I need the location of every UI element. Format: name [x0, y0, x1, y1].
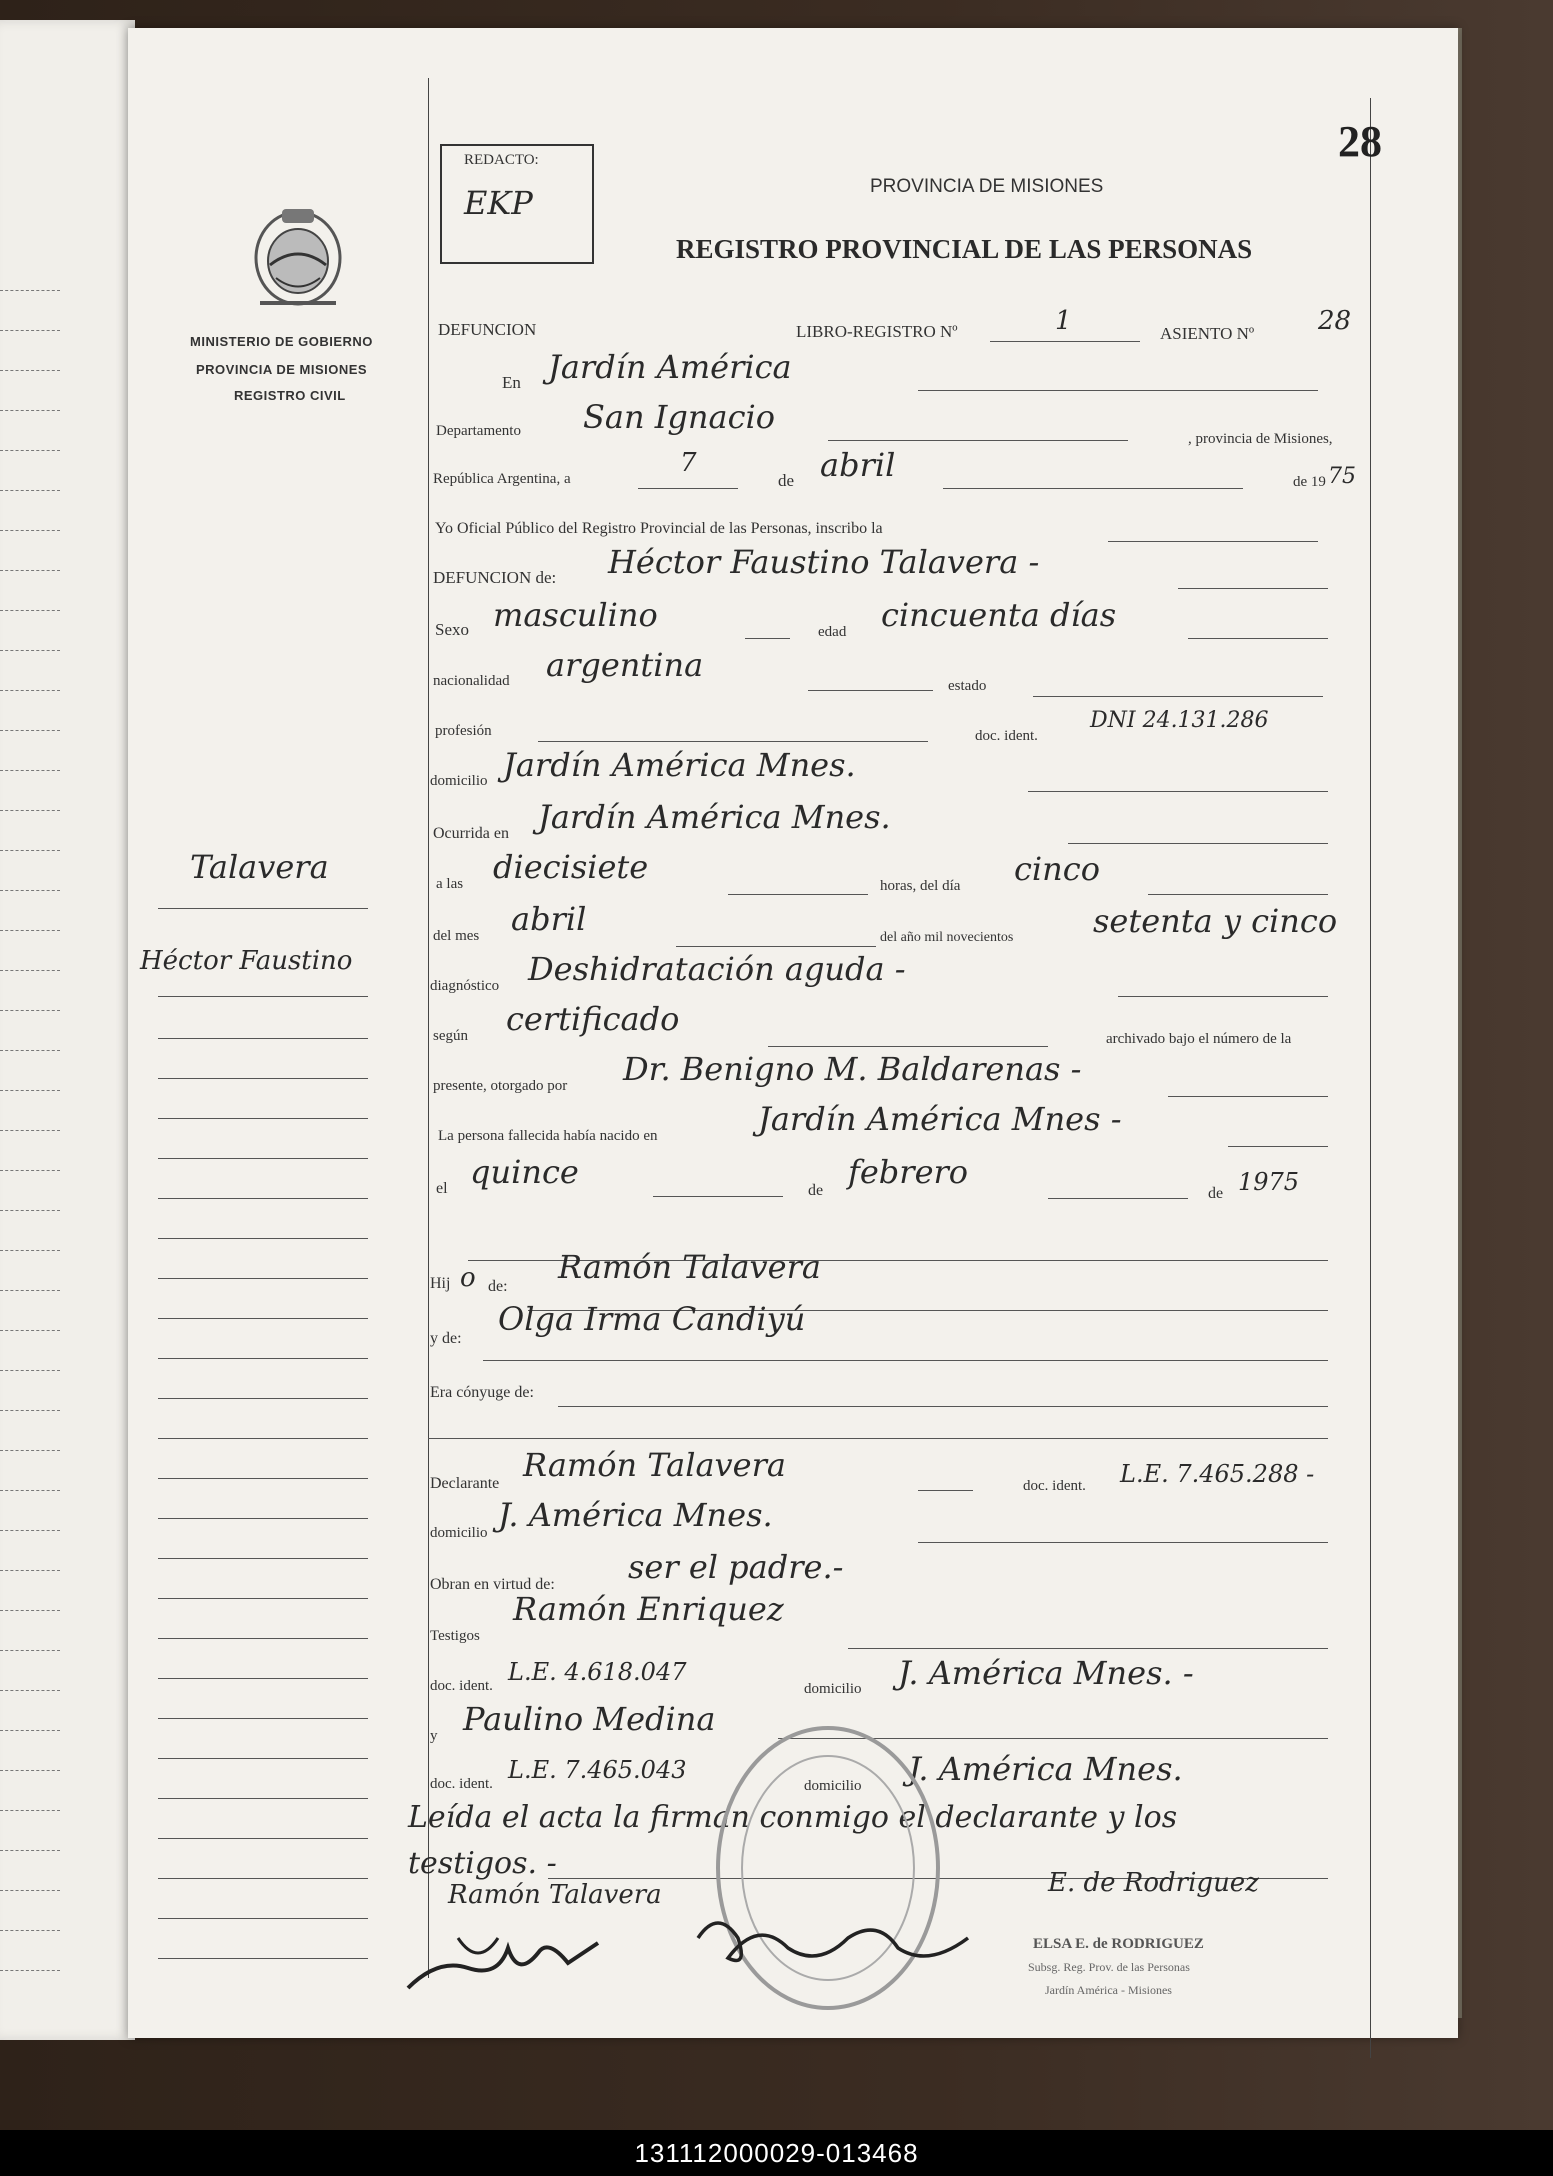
testigos-label: Testigos	[430, 1628, 480, 1644]
form-type: DEFUNCION	[438, 320, 537, 339]
official-title: Subsg. Reg. Prov. de las Personas	[1028, 1960, 1190, 1974]
nac-de-label: de	[808, 1182, 824, 1199]
madre-value: Olga Irma Candiyú	[498, 1300, 806, 1338]
diagnostico-value: Deshidratación aguda -	[528, 950, 906, 988]
t2-dom-value: J. América Mnes.	[908, 1750, 1183, 1788]
provincia-suffix: , provincia de Misiones,	[1188, 431, 1333, 447]
t1-doc-label: doc. ident.	[430, 1678, 493, 1694]
t2-doc-label: doc. ident.	[430, 1776, 493, 1792]
header-registry: REGISTRO PROVINCIAL DE LAS PERSONAS	[676, 234, 1253, 264]
asiento-value: 28	[1318, 306, 1352, 336]
hijo-de-label: de:	[488, 1278, 508, 1295]
footer-id: 131112000029-013468	[634, 2138, 919, 2168]
hora-value: diecisiete	[493, 848, 649, 886]
ocurrida-label: Ocurrida en	[433, 825, 509, 842]
profesion-label: profesión	[435, 723, 492, 739]
libro-label: LIBRO-REGISTRO Nº	[796, 322, 958, 341]
nac-de2-label: de	[1208, 1185, 1224, 1202]
ministry-line3: REGISTRO CIVIL	[234, 388, 346, 403]
left-facing-page	[0, 20, 135, 2040]
declarante-dom-value: J. América Mnes.	[498, 1496, 773, 1534]
defuncion-de-label: DEFUNCION de:	[433, 568, 557, 587]
y-label: y	[430, 1728, 438, 1744]
obran-value: ser el padre.-	[628, 1548, 844, 1586]
coat-of-arms-emblem	[246, 203, 350, 323]
t1-doc-value: L.E. 4.618.047	[508, 1658, 687, 1686]
horas-label: horas, del día	[880, 878, 961, 894]
en-value: Jardín América	[548, 348, 792, 386]
del-mes-value: abril	[511, 900, 587, 938]
testigo1-value: Ramón Enriquez	[513, 1590, 784, 1628]
redacto-initials: EKP	[464, 184, 533, 222]
oficial-text: Yo Oficial Público del Registro Provincial de las Personas, inscribo la	[435, 520, 883, 537]
nacionalidad-label: nacionalidad	[433, 673, 510, 689]
ocurrida-value: Jardín América Mnes.	[538, 798, 891, 836]
declarante-label: Declarante	[430, 1475, 500, 1492]
declarante-signature-name: Ramón Talavera	[448, 1880, 662, 1910]
left-border-line	[428, 78, 429, 1978]
register-page	[128, 28, 1458, 2038]
segun-label: según	[433, 1028, 468, 1044]
sexo-value: masculino	[493, 596, 658, 634]
deceased-name: Héctor Faustino Talavera -	[608, 543, 1040, 581]
t2-doc-value: L.E. 7.465.043	[508, 1756, 687, 1784]
del-mes-label: del mes	[433, 928, 480, 944]
testigo2-value: Paulino Medina	[463, 1700, 716, 1738]
dia-defuncion-value: cinco	[1014, 850, 1100, 888]
departamento-label: Departamento	[436, 423, 521, 439]
nacido-value: Jardín América Mnes -	[758, 1100, 1122, 1138]
y-de-label: y de:	[430, 1330, 462, 1347]
closing-line1: Leída el acta la firman conmigo el declarante y los	[408, 1800, 1178, 1835]
presente-value: Dr. Benigno M. Baldarenas -	[623, 1050, 1082, 1088]
official-signature: E. de Rodriguez	[1048, 1868, 1259, 1898]
declarante-doc-label: doc. ident.	[1023, 1478, 1086, 1494]
official-place: Jardín América - Misiones	[1045, 1983, 1172, 1997]
padre-value: Ramón Talavera	[558, 1248, 821, 1286]
el-label: el	[436, 1180, 448, 1197]
t1-dom-label: domicilio	[804, 1681, 862, 1697]
redacto-box	[440, 144, 594, 264]
departamento-value: San Ignacio	[583, 398, 776, 436]
nacionalidad-value: argentina	[546, 646, 704, 684]
nacido-label: La persona fallecida había nacido en	[438, 1128, 658, 1144]
domicilio-value: Jardín América Mnes.	[503, 746, 856, 784]
diagnostico-label: diagnóstico	[430, 978, 500, 994]
archivado-label: archivado bajo el número de la	[1106, 1031, 1292, 1047]
conyuge-label: Era cónyuge de:	[430, 1384, 534, 1401]
header-province: PROVINCIA DE MISIONES	[870, 176, 1104, 197]
estado-label: estado	[948, 678, 987, 694]
right-border-line	[1370, 98, 1371, 2058]
declarante-dom-label: domicilio	[430, 1525, 488, 1541]
margin-surname: Talavera	[190, 848, 329, 886]
republica-label: República Argentina, a	[433, 471, 571, 487]
hijo-suffix: o	[460, 1263, 476, 1293]
redacto-label: REDACTO:	[464, 152, 539, 168]
witness-signature	[688, 1898, 978, 1988]
ministry-line2: PROVINCIA DE MISIONES	[196, 362, 368, 377]
page-number: 28	[1338, 117, 1382, 166]
a-las-label: a las	[436, 876, 464, 892]
sexo-label: Sexo	[435, 620, 469, 639]
ministry-line1: MINISTERIO DE GOBIERNO	[190, 334, 373, 349]
edad-label: edad	[818, 624, 847, 640]
declarante-value: Ramón Talavera	[523, 1446, 786, 1484]
closing-line2: testigos. -	[408, 1846, 557, 1881]
presente-label: presente, otorgado por	[433, 1078, 568, 1094]
edad-value: cincuenta días	[881, 596, 1117, 634]
doc-ident-value: DNI 24.131.286	[1090, 708, 1269, 733]
date-year: 75	[1328, 464, 1356, 489]
margin-given-names: Héctor Faustino	[140, 946, 353, 976]
declarante-signature	[398, 1918, 618, 1998]
nac-anio-value: 1975	[1238, 1168, 1300, 1196]
libro-value: 1	[1055, 306, 1072, 336]
t1-dom-value: J. América Mnes. -	[898, 1654, 1194, 1692]
date-month: abril	[820, 446, 896, 484]
official-name: ELSA E. de RODRIGUEZ	[1033, 1936, 1204, 1952]
segun-value: certificado	[506, 1000, 680, 1038]
declarante-doc-value: L.E. 7.465.288 -	[1120, 1460, 1315, 1488]
asiento-label: ASIENTO Nº	[1160, 324, 1255, 343]
de-label: de	[778, 471, 795, 490]
domicilio-label: domicilio	[430, 773, 488, 789]
nac-mes-value: febrero	[848, 1153, 969, 1191]
en-label: En	[502, 373, 521, 392]
obran-label: Obran en virtud de:	[430, 1576, 555, 1593]
nac-dia-value: quince	[470, 1153, 579, 1191]
anio-mil-label: del año mil novecientos	[880, 930, 1014, 945]
anio-mil-value: setenta y cinco	[1093, 902, 1338, 940]
hijo-label: Hij	[430, 1275, 451, 1292]
date-day: 7	[680, 448, 697, 478]
de19-label: de 19	[1293, 474, 1326, 490]
t2-dom-label: domicilio	[804, 1778, 862, 1794]
doc-ident-label: doc. ident.	[975, 728, 1038, 744]
